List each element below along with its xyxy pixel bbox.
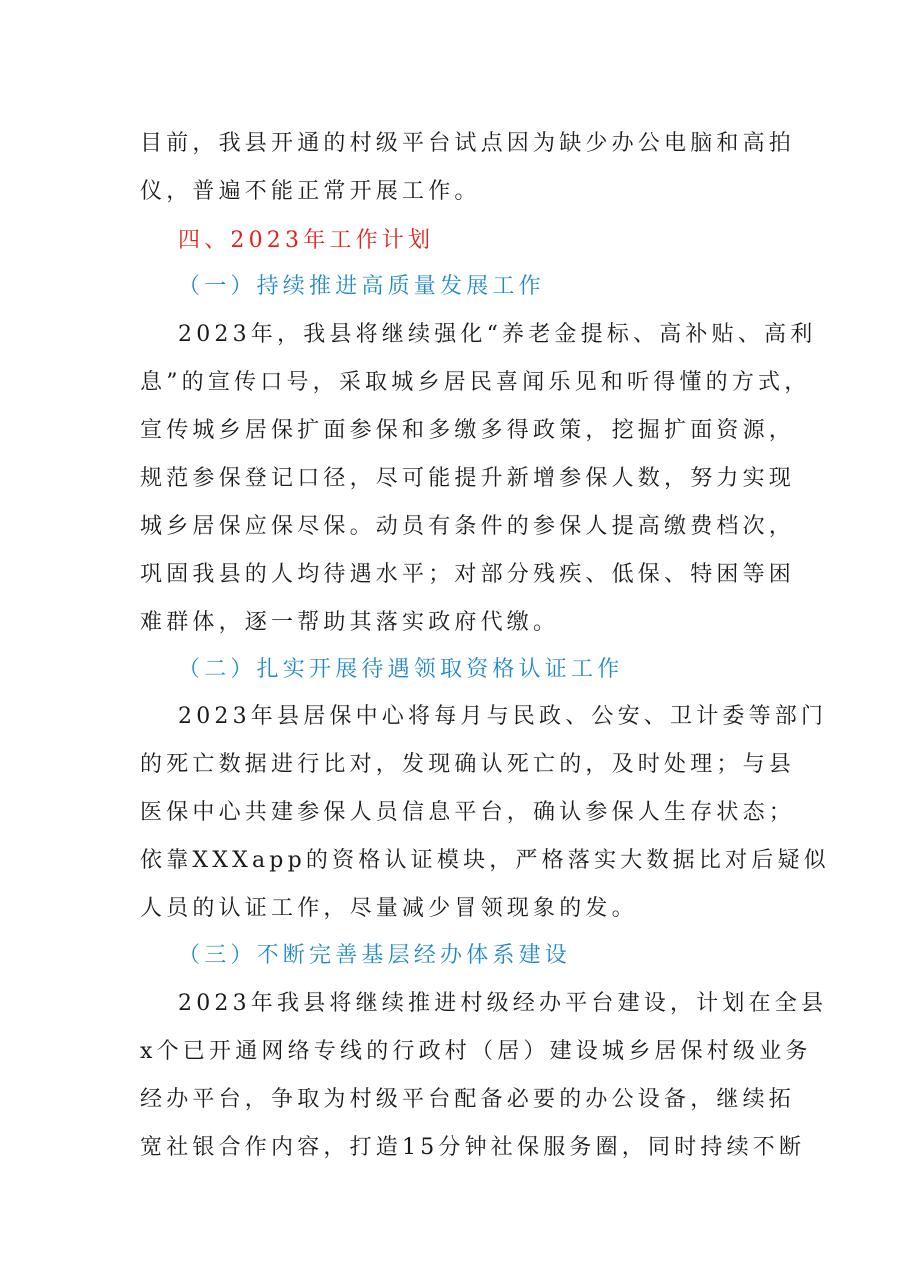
subsection-2-line-1: 2023年县居保中心将每月与民政、公安、卫计委等部门 — [178, 704, 828, 729]
subsection-1-title: （一）持续推进高质量发展工作 — [178, 274, 545, 299]
section-title: 四、2023年工作计划 — [178, 228, 435, 253]
subsection-3-line-3: 经办平台，争取为村级平台配备必要的办公设备，继续拓 — [140, 1087, 796, 1112]
subsection-1-line-2: 息”的宣传口号，采取城乡居民喜闻乐见和听得懂的方式， — [140, 370, 811, 395]
subsection-1-line-6: 巩固我县的人均待遇水平；对部分残疾、低保、特困等困 — [140, 562, 796, 587]
subsection-2-line-3: 医保中心共建参保人员信息平台，确认参保人生存状态； — [140, 800, 796, 825]
subsection-1-line-3: 宣传城乡居保扩面参保和多缴多得政策，挖掘扩面资源， — [140, 418, 796, 443]
subsection-3-title: （三）不断完善基层经办体系建设 — [178, 943, 572, 968]
subsection-3-line-1: 2023年我县将继续推进村级经办平台建设，计划在全县 — [178, 991, 828, 1016]
subsection-2-line-4: 依靠XXXapp的资格认证模块，严格落实大数据比对后疑似 — [140, 848, 830, 873]
subsection-3-line-4: 宽社银合作内容，打造15分钟社保服务圈，同时持续不断 — [140, 1135, 806, 1160]
subsection-2-line-2: 的死亡数据进行比对，发现确认死亡的，及时处理；与县 — [140, 752, 796, 777]
subsection-1-line-4: 规范参保登记口径，尽可能提升新增参保人数，努力实现 — [140, 466, 796, 491]
subsection-1-line-1: 2023年，我县将继续强化“养老金提标、高补贴、高利 — [178, 322, 817, 347]
subsection-3-line-2: x个已开通网络专线的行政村（居）建设城乡居保村级业务 — [140, 1039, 812, 1064]
intro-line-2: 仪，普遍不能正常开展工作。 — [140, 179, 481, 204]
intro-line-1: 目前，我县开通的村级平台试点因为缺少办公电脑和高拍 — [140, 131, 796, 156]
subsection-2-line-5: 人员的认证工作，尽量减少冒领现象的发。 — [140, 896, 638, 921]
subsection-2-title: （二）扎实开展待遇领取资格认证工作 — [178, 657, 624, 682]
subsection-1-line-7: 难群体，逐一帮助其落实政府代缴。 — [140, 610, 560, 635]
subsection-1-line-5: 城乡居保应保尽保。动员有条件的参保人提高缴费档次， — [140, 514, 796, 539]
